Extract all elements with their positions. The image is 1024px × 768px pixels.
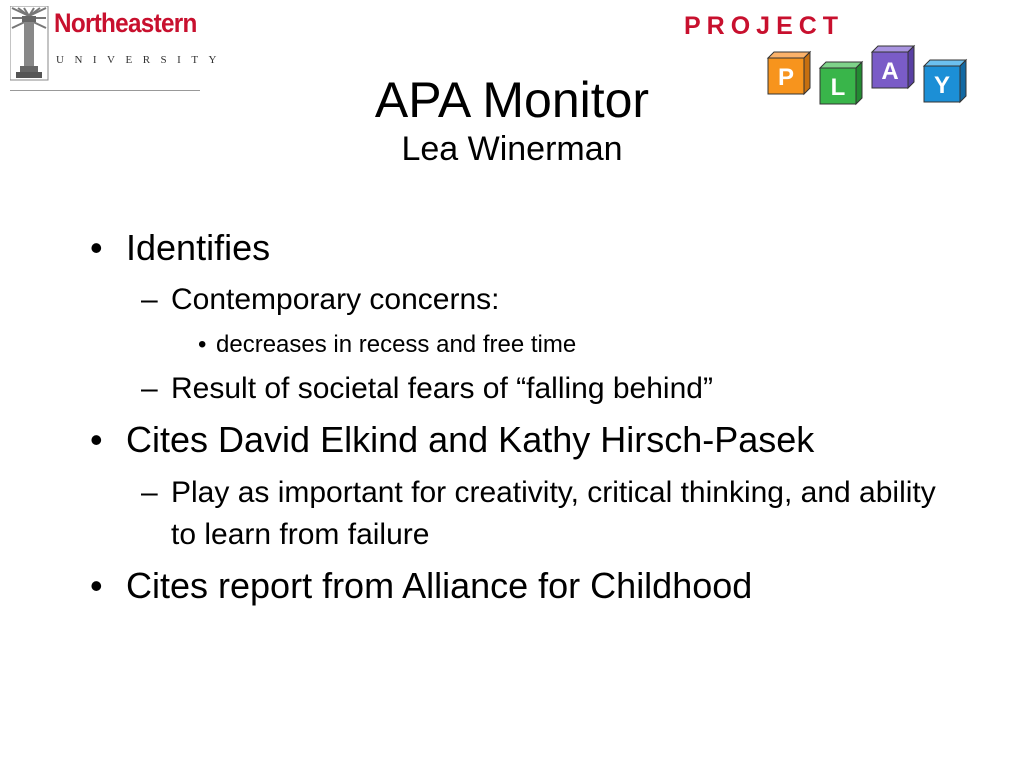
bullet-level-1: • Identifies bbox=[88, 226, 968, 269]
bullet-level-2: – Result of societal fears of “falling behind” bbox=[88, 368, 968, 410]
slide-subtitle: Lea Winerman bbox=[401, 129, 623, 168]
svg-text:Y: Y bbox=[933, 72, 951, 99]
svg-text:P: P bbox=[777, 64, 795, 91]
northeastern-wordmark: Northeastern bbox=[54, 8, 197, 38]
northeastern-seal-icon bbox=[10, 6, 50, 82]
bullet-level-1: • Cites David Elkind and Kathy Hirsch-Pasek bbox=[88, 418, 968, 461]
bullet-level-1: • Cites report from Alliance for Childhood bbox=[88, 564, 968, 607]
bullet-level-2: – Contemporary concerns: bbox=[88, 279, 968, 321]
slide-content bbox=[88, 226, 968, 617]
university-wordmark: UNIVERSITY bbox=[56, 54, 227, 66]
slide-title: APA Monitor bbox=[374, 72, 650, 128]
bullet-level-3: • decreases in recess and free time bbox=[88, 329, 968, 360]
project-wordmark: PROJECT bbox=[684, 12, 845, 40]
svg-text:L: L bbox=[830, 74, 846, 101]
bullet-level-2: – Play as important for creativity, critical thinking, and ability to learn from failure bbox=[88, 472, 968, 556]
title-block bbox=[0, 72, 1024, 169]
svg-text:A: A bbox=[881, 58, 899, 85]
